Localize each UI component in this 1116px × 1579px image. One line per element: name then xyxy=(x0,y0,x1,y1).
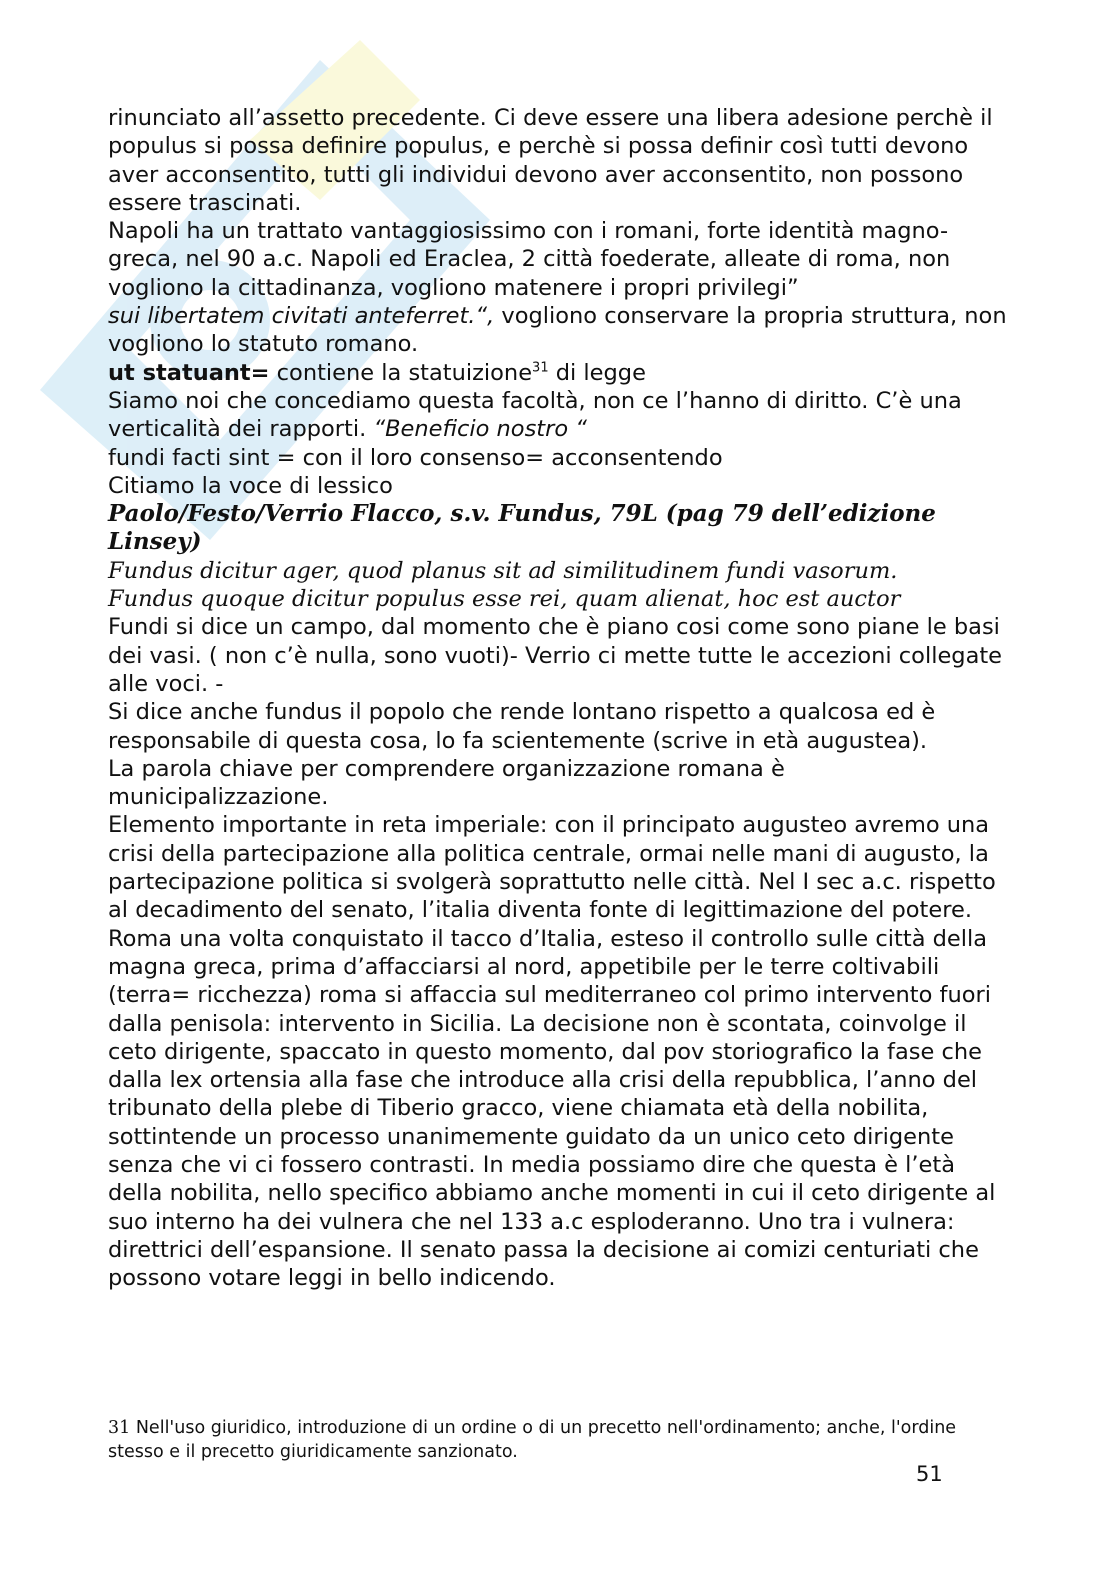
paragraph: rinunciato all’assetto precedente. Ci deve essere una libera adesione perchè il populus si possa definire populus, e perchè si possa definir così tutti devono aver acconsentito, tutti gli individui devono aver acconsentito, non possono essere trascinati. xyxy=(108,105,993,216)
source-citation: Paolo/Festo/Verrio Flacco, s.v. Fundus, 79L (pag 79 dell’edizione Linsey) xyxy=(108,500,936,556)
footnote-number: 31 xyxy=(108,1418,131,1438)
text-run: contiene la statuizione xyxy=(269,359,533,386)
paragraph xyxy=(108,387,1008,444)
term-heading: ut statuant= xyxy=(108,359,270,386)
text-run: Siamo noi che concediamo questa facoltà, non ce l’hanno di diritto. C’è una verticalità dei rapporti. xyxy=(108,387,962,443)
body-text xyxy=(108,104,1008,1292)
latin-quote: “Beneficio nostro “ xyxy=(373,416,587,443)
paragraph: Roma una volta conquistato il tacco d’Italia, esteso il controllo sulle città della magna greca, prima d’affacciarsi al nord, appetibile per le terre coltivabili (terra= ricchezza) roma si affaccia sul mediterraneo col primo intervento fuori dalla penisola: intervento in Sicilia. La decisione non è scontata, coinvolge il ceto dirigente, spaccato in questo momento, dal pov storiografico la fase che dalla lex ortensia alla fase che introduce alla crisi della repubblica, l’anno del tribunato della plebe di Tiberio gracco, viene chiamata età della nobilita, sottintende un processo unanimemente guidato da un unico ceto dirigente senza che vi ci fossero contrasti. In media possiamo dire che questa è l’età della nobilita, nello specifico abbiamo anche momenti in cui il ceto dirigente al suo interno ha dei vulnera che nel 133 a.c esploderanno. Uno tra i vulnera: direttrici dell’espansione. Il senato passa la decisione ai comizi centuriati che possono votare leggi in bello indicendo. xyxy=(108,925,996,1292)
text-run: Napoli ha un trattato vantaggiosissimo con i romani, forte identità magno-greca, nel 90 a.c. Napoli ed Eraclea, 2 città foederate, alleate di roma, non vogliono la cittadinanza, vogliono matenere i propri privilegi” xyxy=(108,218,951,301)
latin-text: Fundus dicitur ager, quod planus sit ad similitudinem fundi vasorum. xyxy=(108,557,898,584)
footnote xyxy=(108,1416,1008,1464)
page-number: 51 xyxy=(916,1462,943,1486)
paragraph: fundi facti sint = con il loro consenso= acconsentendo xyxy=(108,444,723,471)
latin-text: Fundus quoque dicitur populus esse rei, quam alienat, hoc est auctor xyxy=(108,586,901,613)
latin-quote: sui libertatem civitati anteferret.“, xyxy=(108,303,495,330)
paragraph xyxy=(108,217,1008,358)
paragraph: Citiamo la voce di lessico xyxy=(108,472,393,499)
text-run: vogliono conservare la propria struttura, non vogliono lo statuto romano. xyxy=(108,303,1007,358)
paragraph: La parola chiave per comprendere organizzazione romana è municipalizzazione. xyxy=(108,755,785,811)
footnote-text: Nell'uso giuridico, introduzione di un ordine o di un precetto nell'ordinamento; anche, l'ordine stesso e il precetto giuridicamente sanzionato. xyxy=(108,1418,957,1462)
paragraph: Si dice anche fundus il popolo che rende lontano rispetto a qualcosa ed è responsabile di questa cosa, lo fa scientemente (scrive in età augustea). xyxy=(108,699,936,754)
paragraph: Fundi si dice un campo, dal momento che è piano cosi come sono piane le basi dei vasi. ( non c’è nulla, sono vuoti)- Verrio ci mette tutte le accezioni collegate alle voci. - xyxy=(108,614,1003,697)
paragraph: Elemento importante in reta imperiale: con il principato augusteo avremo una crisi della partecipazione alla politica centrale, ormai nelle mani di augusto, la partecipazione politica si svolgerà soprattutto nelle città. Nel I sec a.c. rispetto al decadimento del senato, l’italia diventa fonte di legittimazione del potere. xyxy=(108,812,996,924)
footnote-ref: 31 xyxy=(532,360,549,376)
paragraph xyxy=(108,359,1008,387)
text-run: di legge xyxy=(548,359,646,386)
